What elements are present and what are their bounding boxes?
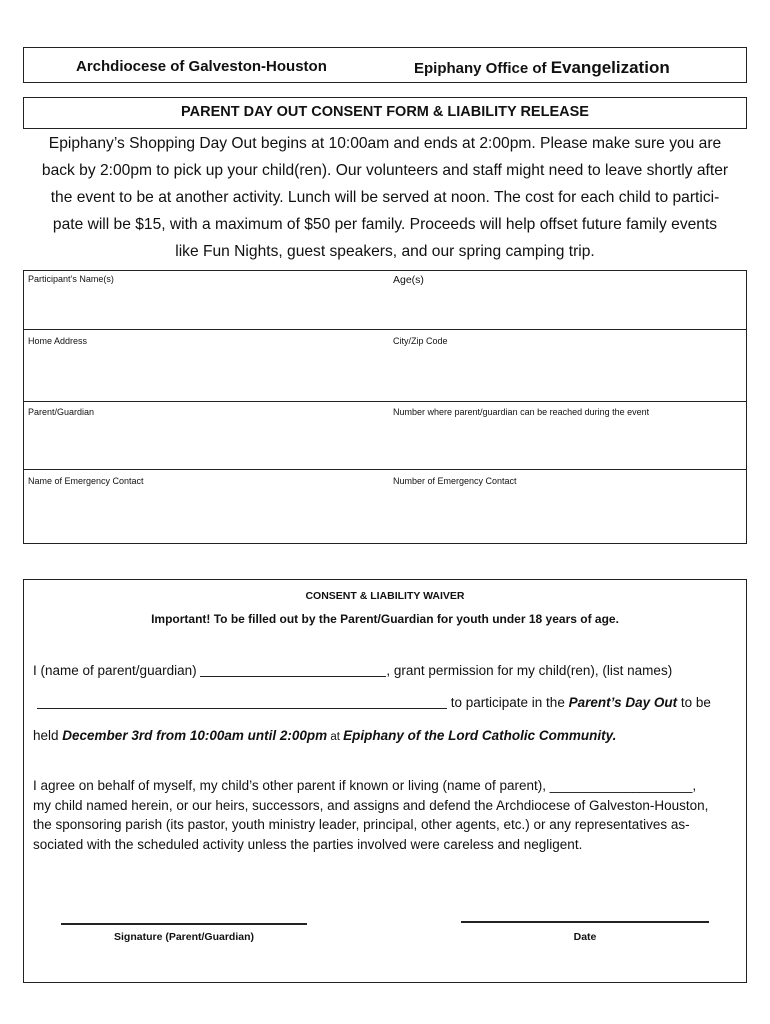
agreement-line: I agree on behalf of myself, my child’s other parent if known or living (name of parent), ___________________, <box>33 778 697 793</box>
home-address-field[interactable]: Home Address <box>28 336 88 346</box>
title-box <box>23 97 747 129</box>
archdiocese-name: Archdiocese of Galveston-Houston <box>76 58 327 75</box>
agreement-line: the sponsoring parish (its pastor, youth ministry leader, principal, other agents, etc.) or any representatives as- <box>33 817 690 832</box>
info-table <box>23 270 747 544</box>
signature-line[interactable] <box>61 923 307 925</box>
date-label: Date <box>573 931 597 943</box>
intro-line: Epiphany’s Shopping Day Out begins at 10:00am and ends at 2:00pm. Please make sure you are <box>48 135 722 152</box>
form-title: PARENT DAY OUT CONSENT FORM & LIABILITY RELEASE <box>181 104 589 120</box>
row-divider <box>24 329 746 330</box>
agreement-line: sociated with the scheduled activity unless the parties involved were careless and negligent. <box>33 836 583 852</box>
intro-line: pate will be $15, with a maximum of $50 per family. Proceeds will help offset future family events <box>52 216 718 233</box>
permission-line <box>33 662 672 678</box>
parent-guardian-field[interactable]: Parent/Guardian <box>28 407 95 417</box>
ages-field[interactable]: Age(s) <box>393 274 424 286</box>
intro-line: like Fun Nights, guest speakers, and our spring camping trip. <box>175 243 595 260</box>
header-box <box>23 47 747 83</box>
parent-name-blank[interactable] <box>200 662 386 677</box>
permission-text-b: , grant permission for my child(ren), (list names) <box>386 663 673 678</box>
office-name <box>414 58 670 78</box>
office-name-prefix: Epiphany Office of <box>414 60 547 77</box>
emergency-contact-name-field[interactable]: Name of Emergency Contact <box>28 476 144 486</box>
waiver-box <box>23 579 747 983</box>
child-names-blank[interactable] <box>37 694 447 709</box>
office-name-evangelization: Evangelization <box>550 58 670 77</box>
participant-name-field[interactable]: Participant’s Name(s) <box>28 274 114 284</box>
intro-paragraph <box>22 130 748 265</box>
row-divider <box>24 469 746 470</box>
signature-label: Signature (Parent/Guardian) <box>113 931 255 943</box>
event-name: Parent’s Day Out <box>568 695 678 710</box>
emergency-contact-number-field[interactable]: Number of Emergency Contact <box>393 476 517 486</box>
intro-line: the event to be at another activity. Lunch will be served at noon. The cost for each child to partici- <box>50 189 720 206</box>
held-text: held <box>33 728 63 743</box>
date-line[interactable] <box>461 921 709 923</box>
waiver-title: CONSENT & LIABILITY WAIVER <box>305 590 465 602</box>
agreement-line: my child named herein, or our heirs, successors, and assigns and defend the Archdiocese of Galveston-Houston, <box>33 797 709 813</box>
city-zip-field[interactable]: City/Zip Code <box>393 336 448 346</box>
participate-line <box>37 694 711 710</box>
event-phone-field[interactable]: Number where parent/guardian can be reached during the event <box>393 407 650 417</box>
participate-text-a: to participate in the <box>447 695 569 710</box>
row-divider <box>24 401 746 402</box>
important-notice: Important! To be filled out by the Parent/Guardian for youth under 18 years of age. <box>151 612 619 626</box>
participate-text-c: to be <box>677 695 711 710</box>
event-date-time: December 3rd from 10:00am until 2:00pm <box>62 728 328 743</box>
agreement-paragraph <box>33 776 733 854</box>
permission-text-a: I (name of parent/guardian) <box>33 663 201 678</box>
event-details-line <box>33 728 616 743</box>
event-location: Epiphany of the Lord Catholic Community. <box>343 728 617 743</box>
intro-line: back by 2:00pm to pick up your child(ren). Our volunteers and staff might need to leave shortly after <box>41 162 729 179</box>
at-text: at <box>327 731 344 743</box>
